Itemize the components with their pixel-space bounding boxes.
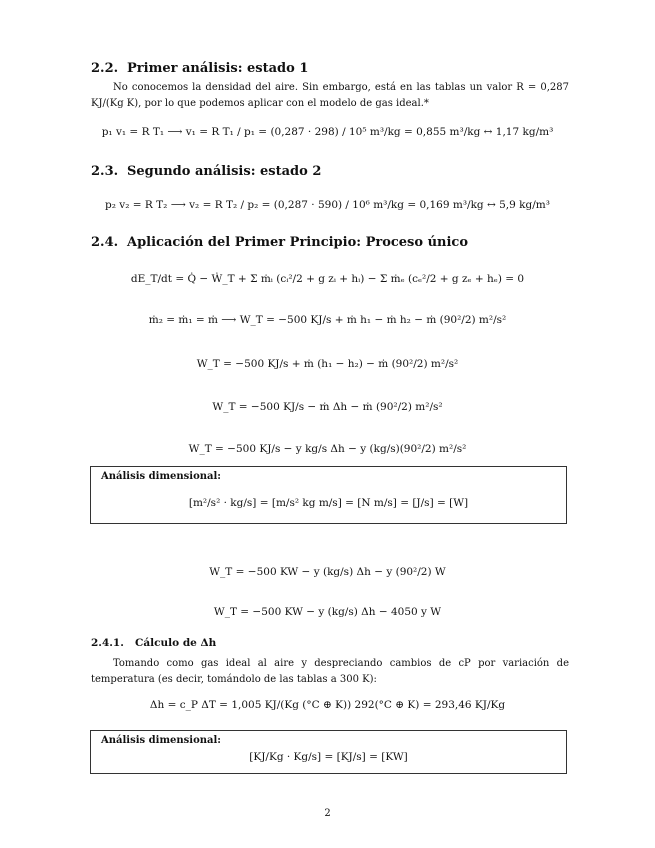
equation-wt-1: ṁ₂ = ṁ₁ = ṁ ⟶ W_T = −500 KJ/s + ṁ h₁ − ṁ h₂ − ṁ (90²/2) m²/s² [148,314,507,326]
equation-delta-h: Δh = c_P ΔT = 1,005 KJ/(Kg (°C ⊕ K)) 292(°C ⊕ K) = 293,46 KJ/Kg [149,699,506,711]
equation-wt-4: W_T = −500 KJ/s − y kg/s Δh − y (kg/s)(90²/2) m²/s² [188,443,467,455]
equation-energy-balance: dE_T/dt = Q̇ − Ẇ_T + Σ ṁᵢ (cᵢ²/2 + g zᵢ + hᵢ) − Σ ṁₑ (cₑ²/2 + g zₑ + hₑ) = 0 [130,273,525,285]
equation-wt-2: W_T = −500 KJ/s + ṁ (h₁ − h₂) − ṁ (90²/2) m²/s² [196,358,459,370]
box-equation: [m²/s² · kg/s] = [m/s² kg m/s] = [N m/s] = [J/s] = [W] [188,497,469,509]
box-equation: [KJ/Kg · Kg/s] = [KJ/s] = [KW] [249,751,408,763]
paragraph-density: No conocemos la densidad del aire. Sin embargo, está en las tablas un valor R = 0,287 KJ/(Kg K), por lo que podemos aplicar con el modelo de gas ideal.* [91,82,569,109]
box-title: Análisis dimensional: [101,471,221,482]
equation-wt-6: W_T = −500 KW − y (kg/s) Δh − 4050 y W [213,606,442,618]
section-heading-2-2: 2.2. Primer análisis: estado 1 [91,61,309,76]
equation-wt-5: W_T = −500 KW − y (kg/s) Δh − y (90²/2) W [209,566,446,578]
equation-v1: p₁ v₁ = R T₁ ⟶ v₁ = R T₁ / p₁ = (0,287 · 298) / 10⁵ m³/kg = 0,855 m³/kg ↔ 1,17 kg/m³ [101,126,554,138]
paragraph-ideal-gas: Tomando como gas ideal al aire y despreciando cambios de cP por variación de temperatura (es decir, tomándolo de las tablas a 300 K): [91,658,569,685]
dimensional-analysis-box-2 [90,730,567,774]
section-heading-2-4: 2.4. Aplicación del Primer Principio: Proceso único [91,235,469,250]
subsection-heading-2-4-1: 2.4.1. Cálculo de Δh [91,637,217,649]
box-title: Análisis dimensional: [101,735,221,746]
page-number: 2 [324,808,331,819]
section-heading-2-3: 2.3. Segundo análisis: estado 2 [91,164,322,179]
equation-v2: p₂ v₂ = R T₂ ⟶ v₂ = R T₂ / p₂ = (0,287 · 590) / 10⁶ m³/kg = 0,169 m³/kg ↔ 5,9 kg/m³ [105,199,550,211]
equation-wt-3: W_T = −500 KJ/s − ṁ Δh − ṁ (90²/2) m²/s² [212,401,443,413]
dimensional-analysis-box-1 [90,466,567,524]
